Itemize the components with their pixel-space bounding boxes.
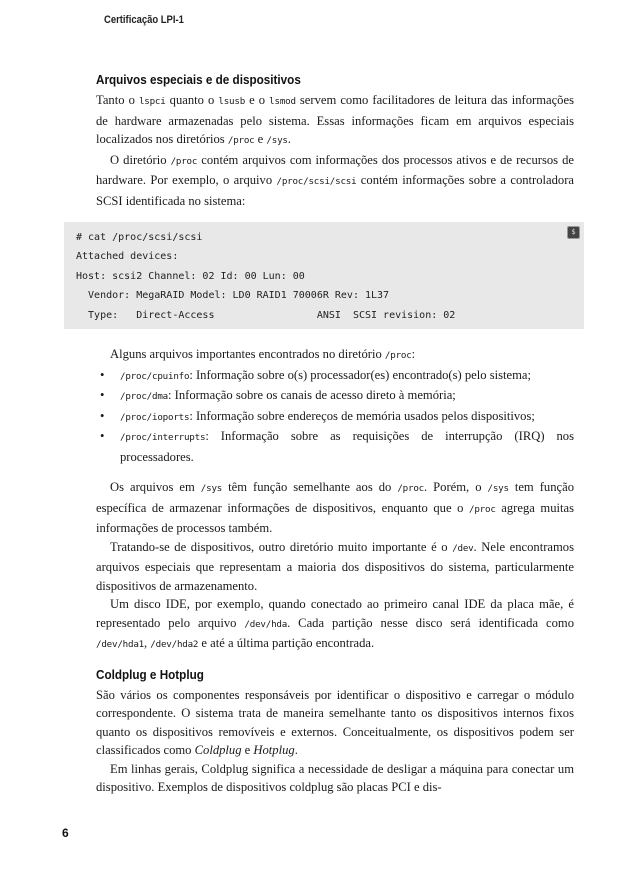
paragraph-components: São vários os componentes responsáveis por identificar o dispositivo e carregar o módulo correspondente. O sistema trata de maneira semelhante tanto os dispositivos internos fixos quanto os dispositivos removíveis e externos. Conceitualmente, os dispositivos podem ser classificados como Coldplug e Hotplug. [96, 687, 574, 758]
paragraph-intro: Tanto o lspci quanto o lsusb e o lsmod servem como facilitadores de leitura das informações de hardware armazenadas pelo sistema. Essas informações ficam em arquivos especiais localizados nos diretórios /proc e /sys. [96, 93, 574, 146]
code-line: # cat /proc/scsi/scsi [76, 232, 203, 243]
paragraph-coldplug: Em linhas gerais, Coldplug significa a necessidade de desligar a máquina para conectar um dispositivo. Exemplos de dispositivos coldplug são placas PCI e dis- [96, 761, 574, 795]
code-line: Vendor: MegaRAID Model: LD0 RAID1 70006R Rev: 1L37 [76, 290, 390, 302]
terminal-icon: $ [567, 226, 580, 239]
code-block [64, 222, 584, 329]
bullet-icon: • [100, 429, 105, 444]
proc-files-list [96, 366, 574, 467]
paragraph-sys: Os arquivos em /sys têm função semelhante aos do /proc. Porém, o /sys tem função específica de armazenar informações de dispositivos, enquanto que o /proc agrega muitas informações de processos também. [96, 480, 574, 536]
section-title-coldplug-hotplug: Coldplug e Hotplug [96, 666, 204, 682]
list-item: • /proc/interrupts: Informação sobre as requisições de interrupção (IRQ) nos processadores. [100, 429, 574, 464]
bullet-icon: • [100, 408, 105, 423]
list-item: • /proc/cpuinfo: Informação sobre o(s) processador(es) encontrado(s) pelo sistema; [96, 366, 574, 387]
paragraph-ide: Um disco IDE, por exemplo, quando conectado ao primeiro canal IDE da placa mãe, é representado pelo arquivo /dev/hda. Cada partição nesse disco será identificada como /dev/hda1, /dev/hda2 e até a última partição encontrada. [96, 597, 574, 651]
code-line: Type: Direct-Access ANSI SCSI revision: 02 [76, 309, 456, 321]
paragraph-proc: O diretório /proc contém arquivos com informações dos processos ativos e de recursos de hardware. Por exemplo, o arquivo /proc/scsi/scsi contém informações sobre a controladora SCSI identificada no sistema: [96, 152, 574, 208]
list-item: • /proc/ioports: Informação sobre endereços de memória usados pelos dispositivos; [96, 407, 574, 428]
paragraph-dev: Tratando-se de dispositivos, outro diretório muito importante é o /dev. Nele encontramos arquivos especiais que representam a maioria dos dispositivos do sistema, particularmente dispositivos de armazenamento. [96, 539, 575, 593]
page-number: 6 [62, 826, 69, 840]
bullet-icon: • [100, 367, 105, 382]
section-title-special-files: Arquivos especiais e de dispositivos [96, 72, 301, 87]
running-head: Certificação LPI-1 [104, 14, 184, 26]
code-line: Attached devices: [76, 251, 179, 263]
page-content [76, 72, 576, 797]
list-item: • /proc/dma: Informação sobre os canais de acesso direto à memória; [96, 386, 574, 407]
paragraph-list-intro: Alguns arquivos importantes encontrados no diretório /proc: [110, 347, 416, 362]
code-line: Host: scsi2 Channel: 02 Id: 00 Lun: 00 [76, 270, 305, 282]
bullet-icon: • [100, 388, 105, 403]
